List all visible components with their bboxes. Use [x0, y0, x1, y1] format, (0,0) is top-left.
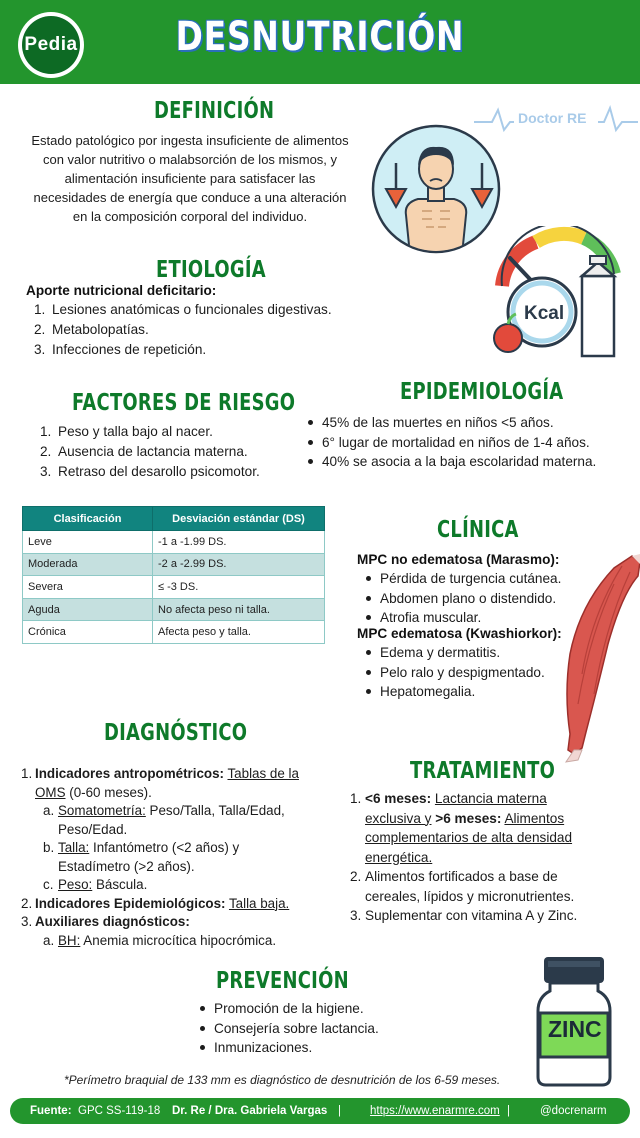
item-text: 6° lugar de mortalidad en niños de 1-4 años.	[322, 434, 590, 450]
item-bold: Indicadores antropométricos:	[35, 766, 224, 781]
list-item	[198, 1019, 379, 1039]
item-text: Suplementar con vitamina A y Zinc.	[365, 908, 578, 923]
table-cell: ≤ -3 DS.	[153, 576, 325, 599]
item-link[interactable]: exclusiva y	[365, 810, 432, 826]
list-item	[364, 682, 545, 702]
page-title: DESNUTRICIÓN	[175, 14, 465, 60]
logo-text: Pedia	[22, 16, 80, 74]
list-item: 1. Indicadores antropométricos: Tablas de la	[21, 766, 299, 781]
item-text: Edema y dermatitis.	[380, 645, 501, 660]
footer-bar	[10, 1098, 630, 1124]
table-row	[23, 621, 325, 644]
item-text: Báscula.	[92, 877, 148, 892]
epidemiologia-list	[306, 413, 596, 472]
item-text: Metabolopatías.	[52, 322, 149, 337]
item-label: Somatometría:	[58, 803, 146, 818]
item-text: Retraso del desarollo psicomotor.	[58, 464, 260, 479]
item-text: Lesiones anatómicas o funcionales digestivas.	[52, 302, 332, 317]
footer-separator: |	[338, 1105, 341, 1117]
etiologia-title: ETIOLOGÍA	[156, 257, 266, 283]
item-text: Atrofia muscular.	[380, 610, 482, 625]
list-item	[306, 413, 596, 433]
table-row	[23, 553, 325, 576]
list-item	[350, 828, 620, 848]
def-line: en la composición corporal del individuo.	[72, 209, 308, 224]
epidemiologia-title: EPIDEMIOLOGÍA	[400, 379, 564, 405]
list-item	[364, 589, 561, 609]
item-bold: <6 meses:	[365, 791, 432, 806]
item-text: (0-60 meses).	[65, 784, 152, 800]
table-cell: No afecta peso ni talla.	[153, 598, 325, 621]
list-item	[364, 643, 545, 663]
kcal-label: Kcal	[524, 303, 565, 324]
footer-separator: |	[507, 1105, 510, 1117]
def-line: necesidades de energía que conduce a una alteración	[33, 190, 347, 205]
table-header-row	[23, 507, 325, 531]
list-item: a. BH: Anemia microcítica hipocrómica.	[43, 932, 277, 948]
clinica-group2-title: MPC edematosa (Kwashiorkor):	[357, 626, 562, 641]
factores-title: FACTORES DE RIESGO	[72, 390, 296, 416]
item-text: Abdomen plano o distendido.	[380, 590, 557, 606]
list-item	[364, 569, 561, 589]
item-text: Inmunizaciones.	[214, 1040, 313, 1055]
item-bold: Indicadores Epidemiológicos:	[35, 895, 226, 911]
fuente-text: GPC SS-119-18	[78, 1105, 161, 1117]
item-link[interactable]: Alimentos	[504, 810, 565, 826]
item-label: BH:	[58, 932, 81, 948]
list-item: c. Peso: Báscula.	[43, 877, 148, 892]
list-item: 1. Lesiones anatómicas o funcionales digestivas.	[34, 302, 332, 317]
website-link[interactable]: https://www.enarmre.com	[370, 1105, 500, 1117]
who-link[interactable]: OMS	[35, 784, 66, 800]
diagnostico-list	[21, 765, 331, 950]
zinc-label: ZINC	[548, 1016, 602, 1042]
list-item	[21, 784, 331, 803]
talla-baja-link[interactable]: Talla baja.	[228, 895, 290, 911]
table-cell: Severa	[23, 576, 153, 599]
item-text: Alimentos fortificados a base de	[365, 869, 558, 884]
diagnostico-title: DIAGNÓSTICO	[104, 720, 248, 746]
item-label: Talla:	[58, 840, 90, 855]
prevencion-title: PREVENCIÓN	[216, 968, 349, 994]
table-row	[23, 598, 325, 621]
clinica-title: CLÍNICA	[437, 517, 519, 543]
list-item	[198, 1038, 379, 1058]
list-item	[198, 999, 379, 1019]
factores-list	[40, 422, 260, 482]
clinica-group1-title: MPC no edematosa (Marasmo):	[357, 552, 560, 567]
list-item	[306, 433, 596, 453]
list-item: 2. Ausencia de lactancia materna.	[40, 444, 248, 459]
item-bold: >6 meses:	[435, 810, 502, 826]
table-cell: Crónica	[23, 621, 153, 644]
list-item: b. Talla: Infantómetro (<2 años) y	[43, 840, 240, 855]
muscle-illustration-icon	[552, 554, 640, 764]
list-item	[21, 821, 331, 840]
item-text: Peso/Talla, Talla/Edad,	[145, 803, 285, 818]
list-item	[21, 858, 331, 877]
header-bar	[0, 0, 640, 84]
watermark-text: Doctor RE	[518, 110, 587, 126]
item-label: Peso:	[58, 877, 93, 892]
list-item: a. Somatometría: Peso/Talla, Talla/Edad,	[43, 803, 285, 818]
list-item	[306, 452, 596, 472]
def-line: alimentación insuficiente para satisfacer las	[64, 171, 316, 186]
item-text: Consejería sobre lactancia.	[214, 1020, 379, 1036]
etiologia-list	[34, 300, 332, 360]
tratamiento-list	[350, 789, 620, 926]
list-item	[350, 848, 620, 868]
item-bold: Auxiliares diagnósticos:	[35, 914, 190, 929]
definicion-title: DEFINICIÓN	[154, 98, 275, 124]
def-line: con valor nutritivo o malabsorción de los mismos, y	[42, 152, 338, 167]
item-text: 45% de las muertes en niños <5 años.	[322, 415, 554, 430]
def-line: Estado patológico por ingesta insuficiente de alimentos	[31, 133, 349, 148]
thin-child-illustration-icon	[370, 123, 502, 255]
item-text: cereales, lípidos y micronutrientes.	[365, 888, 575, 904]
clinica-group2-list	[364, 643, 545, 702]
table-cell: Leve	[23, 531, 153, 554]
item-text: Peso y talla bajo al nacer.	[58, 424, 213, 439]
item-text: Ausencia de lactancia materna.	[58, 444, 248, 459]
table-row	[23, 576, 325, 599]
item-link[interactable]: energética.	[365, 849, 433, 865]
table-row	[23, 531, 325, 554]
list-item: 2. Alimentos fortificados a base de	[350, 869, 558, 884]
table-cell: Moderada	[23, 553, 153, 576]
item-text: Hepatomegalia.	[380, 684, 476, 699]
list-item: 2. Metabolopatías.	[34, 322, 149, 337]
prevencion-list	[198, 999, 379, 1058]
list-item: 3. Retraso del desarollo psicomotor.	[40, 464, 260, 479]
fuente-label: Fuente:	[30, 1105, 72, 1117]
who-tables-link[interactable]: Tablas de la	[227, 766, 299, 781]
list-item: 3. Suplementar con vitamina A y Zinc.	[350, 908, 578, 923]
item-link[interactable]: complementarios de alta densidad	[365, 830, 573, 845]
footnote: *Perímetro braquial de 133 mm es diagnóstico de desnutrición de los 6-59 meses.	[64, 1073, 501, 1087]
list-item: 2. Indicadores Epidemiológicos: Talla baja.	[21, 895, 290, 911]
list-item: 3. Auxiliares diagnósticos:	[21, 914, 190, 929]
classification-table	[22, 506, 325, 644]
item-text: 40% se asocia a la baja escolaridad materna.	[322, 454, 597, 469]
kcal-gauge-illustration-icon	[488, 226, 622, 360]
table-cell: Afecta peso y talla.	[153, 621, 325, 644]
list-item	[364, 663, 545, 683]
item-text: Peso/Edad.	[58, 821, 128, 837]
list-item	[350, 887, 620, 907]
list-item: 1. Peso y talla bajo al nacer.	[40, 424, 213, 439]
item-text: Infecciones de repetición.	[52, 342, 207, 357]
table-cell: -2 a -2.99 DS.	[153, 553, 325, 576]
authors-text: Dr. Re / Dra. Gabriela Vargas	[172, 1105, 328, 1117]
social-handle: @docrenarm	[540, 1105, 607, 1117]
table-cell: Aguda	[23, 598, 153, 621]
item-text: Promoción de la higiene.	[214, 1001, 364, 1016]
definicion-text	[18, 131, 362, 226]
item-link[interactable]: Lactancia materna	[434, 791, 547, 806]
item-text: Infantómetro (<2 años) y	[89, 840, 240, 855]
list-item	[364, 608, 561, 628]
tratamiento-title: TRATAMIENTO	[410, 758, 556, 784]
table-cell: -1 a -1.99 DS.	[153, 531, 325, 554]
item-text: Anemia microcítica hipocrómica.	[80, 932, 277, 948]
list-item: 3. Infecciones de repetición.	[34, 342, 207, 357]
table-header: Clasificación	[23, 507, 153, 531]
item-text: Pérdida de turgencia cutánea.	[380, 571, 562, 586]
list-item: 1. <6 meses: Lactancia materna	[350, 791, 547, 806]
table-header: Desviación estándar (DS)	[153, 507, 325, 531]
etiologia-subtitle: Aporte nutricional deficitario:	[26, 283, 217, 298]
clinica-group1-list	[364, 569, 561, 628]
list-item	[350, 809, 620, 829]
item-text: Pelo ralo y despigmentado.	[380, 664, 545, 680]
item-text: Estadímetro (>2 años).	[58, 858, 195, 874]
